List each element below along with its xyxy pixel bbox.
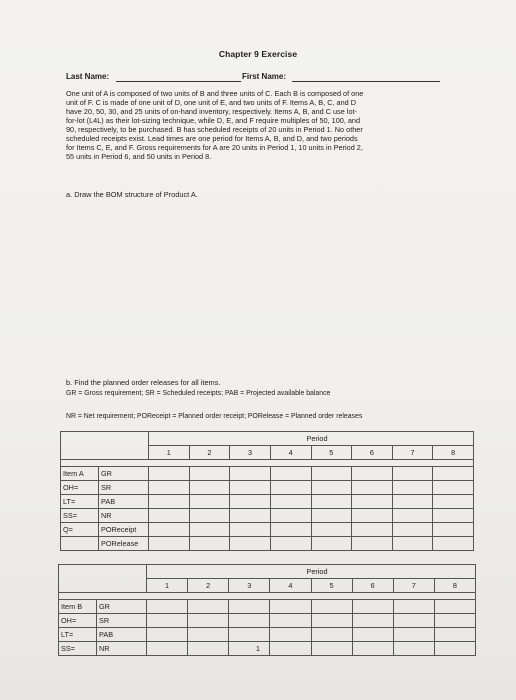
item-label: SS= <box>61 509 99 523</box>
cell[interactable] <box>311 614 352 628</box>
period-2: 2 <box>188 579 229 593</box>
cell[interactable] <box>434 614 475 628</box>
cell[interactable] <box>270 628 311 642</box>
cell[interactable] <box>270 481 311 495</box>
period-6: 6 <box>352 579 393 593</box>
spacer-row <box>61 460 474 467</box>
cell[interactable] <box>433 523 474 537</box>
cell[interactable] <box>311 467 352 481</box>
item-label: LT= <box>59 628 97 642</box>
cell[interactable] <box>311 481 352 495</box>
item-label: Item B <box>59 600 97 614</box>
name-row <box>66 72 446 84</box>
cell[interactable] <box>229 600 270 614</box>
cell[interactable] <box>433 495 474 509</box>
cell[interactable] <box>229 628 270 642</box>
period-4: 4 <box>270 446 311 460</box>
row-label: POReceipt <box>99 523 149 537</box>
item-label: Q= <box>61 523 99 537</box>
cell[interactable] <box>311 523 352 537</box>
cell[interactable] <box>230 537 271 551</box>
cell[interactable] <box>230 495 271 509</box>
period-2: 2 <box>189 446 230 460</box>
cell[interactable] <box>189 481 230 495</box>
corner-cell <box>61 432 149 460</box>
row-label: GR <box>99 467 149 481</box>
cell[interactable] <box>433 537 474 551</box>
cell[interactable] <box>149 467 190 481</box>
table-row <box>61 509 474 523</box>
period-1: 1 <box>147 579 188 593</box>
row-label: NR <box>99 509 149 523</box>
cell[interactable] <box>188 614 229 628</box>
cell[interactable] <box>311 509 352 523</box>
cell[interactable] <box>352 523 393 537</box>
item-label: LT= <box>61 495 99 509</box>
period-8: 8 <box>434 579 475 593</box>
item-label-empty <box>61 537 99 551</box>
cell[interactable] <box>189 495 230 509</box>
item-label: OH= <box>61 481 99 495</box>
item-label: Item A <box>61 467 99 481</box>
cell[interactable] <box>392 537 433 551</box>
cell[interactable] <box>392 495 433 509</box>
period-label: Period <box>306 567 328 576</box>
table-row <box>59 614 476 628</box>
table-row <box>61 523 474 537</box>
table-row <box>61 467 474 481</box>
cell[interactable] <box>147 600 188 614</box>
row-label: NR <box>97 642 147 656</box>
question-b: b. Find the planned order releases for all items. <box>66 378 221 387</box>
table-row <box>61 537 474 551</box>
period-6: 6 <box>352 446 393 460</box>
cell[interactable] <box>230 509 271 523</box>
cell[interactable] <box>352 495 393 509</box>
cell[interactable] <box>270 467 311 481</box>
cell[interactable] <box>433 481 474 495</box>
period-header <box>149 432 474 446</box>
cell[interactable] <box>434 600 475 614</box>
cell[interactable] <box>311 600 352 614</box>
cell[interactable] <box>149 509 190 523</box>
cell[interactable] <box>311 628 352 642</box>
cell[interactable] <box>392 467 433 481</box>
cell[interactable] <box>352 537 393 551</box>
cell[interactable] <box>270 600 311 614</box>
cell[interactable] <box>352 614 393 628</box>
cell[interactable] <box>352 467 393 481</box>
cell[interactable] <box>230 481 271 495</box>
cell[interactable] <box>433 509 474 523</box>
cell[interactable] <box>188 628 229 642</box>
cell[interactable] <box>149 523 190 537</box>
last-name-field[interactable] <box>116 81 241 82</box>
row-label: PORelease <box>99 537 149 551</box>
page-number: 1 <box>255 644 261 653</box>
cell[interactable] <box>149 537 190 551</box>
corner-cell <box>59 565 147 593</box>
row-label: PAB <box>99 495 149 509</box>
legend-line-1: GR = Gross requirement; SR = Scheduled receipts; PAB = Projected available balance <box>66 390 331 397</box>
period-label: Period <box>306 434 328 443</box>
cell[interactable] <box>188 600 229 614</box>
cell[interactable] <box>189 467 230 481</box>
cell[interactable] <box>147 628 188 642</box>
first-name-field[interactable] <box>292 81 440 82</box>
mrp-table-item-a <box>60 431 474 551</box>
table-row <box>59 628 476 642</box>
cell[interactable] <box>434 628 475 642</box>
cell[interactable] <box>393 628 434 642</box>
period-3: 3 <box>229 579 270 593</box>
cell[interactable] <box>270 523 311 537</box>
period-1: 1 <box>149 446 190 460</box>
table-row <box>61 495 474 509</box>
row-label: SR <box>97 614 147 628</box>
page-title: Chapter 9 Exercise <box>218 49 298 59</box>
cell[interactable] <box>230 467 271 481</box>
cell[interactable] <box>230 523 271 537</box>
period-7: 7 <box>392 446 433 460</box>
cell[interactable] <box>311 537 352 551</box>
cell[interactable] <box>352 481 393 495</box>
cell[interactable] <box>149 481 190 495</box>
row-label: GR <box>97 600 147 614</box>
legend-line-2: NR = Net requirement; POReceipt = Planned order receipt; PORelease = Planned order releases <box>66 413 363 420</box>
cell[interactable] <box>189 537 230 551</box>
last-name-label: Last Name: <box>66 72 110 81</box>
cell[interactable] <box>147 614 188 628</box>
cell[interactable] <box>270 495 311 509</box>
period-8: 8 <box>433 446 474 460</box>
cell[interactable] <box>270 537 311 551</box>
period-4: 4 <box>270 579 311 593</box>
cell[interactable] <box>311 495 352 509</box>
period-5: 5 <box>311 446 352 460</box>
period-header <box>147 565 476 579</box>
first-name-label: First Name: <box>242 72 287 81</box>
cell[interactable] <box>392 481 433 495</box>
cell[interactable] <box>352 600 393 614</box>
question-a: a. Draw the BOM structure of Product A. <box>66 190 198 199</box>
cell[interactable] <box>189 509 230 523</box>
table-row <box>61 481 474 495</box>
item-label: SS= <box>59 642 97 656</box>
cell[interactable] <box>393 600 434 614</box>
period-3: 3 <box>230 446 271 460</box>
cell[interactable] <box>393 614 434 628</box>
cell[interactable] <box>189 523 230 537</box>
cell[interactable] <box>433 467 474 481</box>
cell[interactable] <box>352 509 393 523</box>
cell[interactable] <box>392 523 433 537</box>
problem-statement: One unit of A is composed of two units of B and three units of C. Each B is composed of one unit of F. C is made of one unit of D, one unit of E, and two units of F. Items A, B, C, and D have 20, 50, 30, and 25 units of on-hand inventory, respectively. Items A, B, and C use lot- for-lot (L4L) as their lot-sizing technique, while D, E, and F require multiples of 50, 100, and 90, respectively, to be purchased. B has scheduled receipts of 20 units in Period 1. No other scheduled receipts exist. Lead times are one period for Items A, B, and D, and two periods for Items C, E, and F. Gross requirements for A are 20 units in Period 1, 10 units in Period 2, 55 units in Period 6, and 50 units in Period 8. <box>66 89 364 161</box>
mrp-table-item-b <box>58 564 476 656</box>
cell[interactable] <box>149 495 190 509</box>
spacer-row <box>59 593 476 600</box>
item-label: OH= <box>59 614 97 628</box>
row-label: PAB <box>97 628 147 642</box>
period-5: 5 <box>311 579 352 593</box>
row-label: SR <box>99 481 149 495</box>
cell[interactable] <box>392 509 433 523</box>
cell[interactable] <box>270 509 311 523</box>
period-7: 7 <box>393 579 434 593</box>
table-row <box>59 600 476 614</box>
cell[interactable] <box>270 614 311 628</box>
cell[interactable] <box>352 628 393 642</box>
cell[interactable] <box>229 614 270 628</box>
